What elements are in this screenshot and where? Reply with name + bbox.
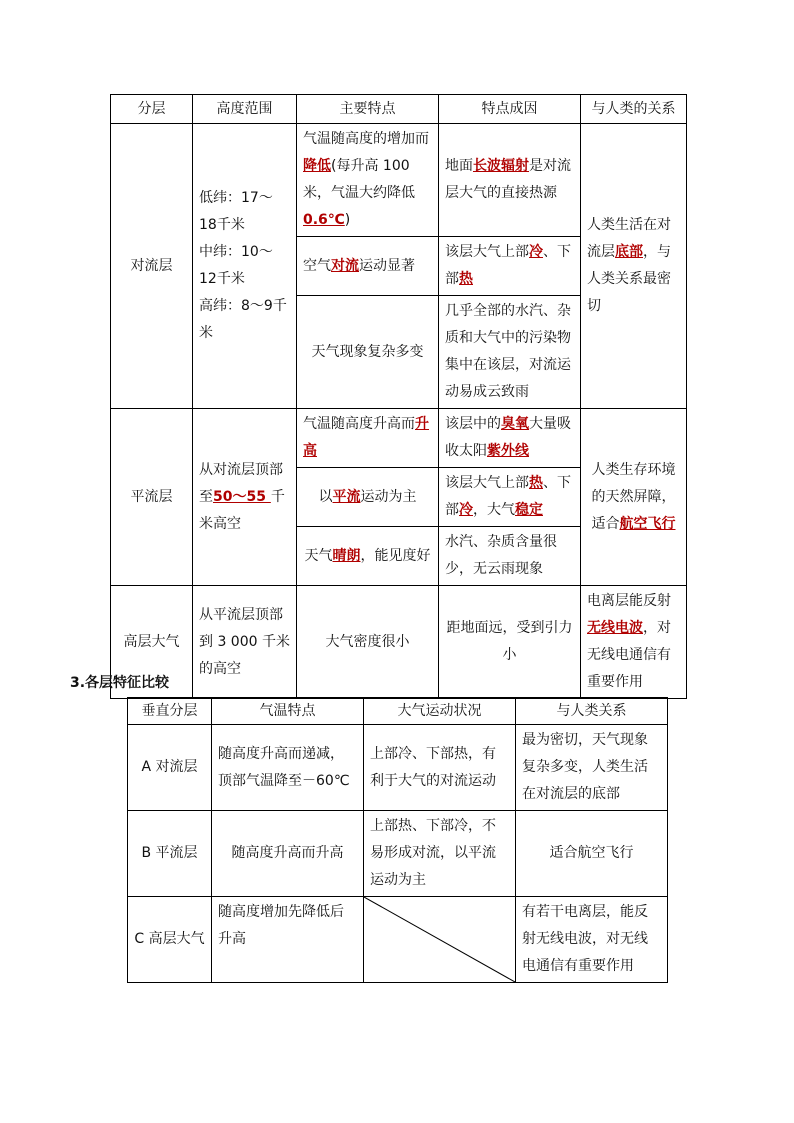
key-term: 长波辐射 [473,158,529,174]
table-row [128,897,668,983]
table-row [111,409,687,468]
relation-cell: 有若干电离层，能反射无线电波，对无线电通信有重要作用 [516,897,668,983]
layer-name-cell: C 高层大气 [128,897,212,983]
height-range-cell [193,124,297,409]
layer-name-cell: 平流层 [111,409,193,586]
section-title: 3.各层特征比较 [70,675,170,691]
cause-cell: 该层中的臭氧大量吸收太阳紫外线 [439,409,581,468]
header-cell: 分层 [111,95,193,124]
table-row [111,124,687,237]
relation-cell: 适合航空飞行 [516,811,668,897]
cause-cell: 该层大气上部热、下部冷，大气稳定 [439,468,581,527]
key-term: 50～55 [213,488,271,505]
height-line: 高纬：8～9千米 [199,298,287,341]
motion-cell: 上部热、下部冷，不易形成对流，以平流运动为主 [364,811,516,897]
motion-cell: 上部冷、下部热，有利于大气的对流运动 [364,725,516,811]
height-range-cell: 从平流层顶部到 3 000 千米的高空 [193,586,297,699]
feature-cell: 气温随高度的增加而降低(每升高 100 米，气温大约降低 0.6℃) [297,124,439,237]
relation-cell: 人类生活在对流层底部，与人类关系最密切 [581,124,687,409]
feature-cell: 大气密度很小 [297,586,439,699]
height-line: 中纬：10～12千米 [199,244,273,287]
key-term: 降低 [303,158,331,174]
header-cell: 大气运动状况 [364,698,516,725]
header-cell: 主要特点 [297,95,439,124]
temperature-cell: 随高度升高而升高 [212,811,364,897]
table-row [128,811,668,897]
cause-cell: 该层大气上部冷、下部热 [439,237,581,296]
layer-name-cell: A 对流层 [128,725,212,811]
key-term: 热 [529,475,543,491]
motion-cell-empty-diagonal [364,897,516,983]
header-cell: 与人类的关系 [581,95,687,124]
feature-cell: 以平流运动为主 [297,468,439,527]
height-line: 低纬：17～18千米 [199,190,273,233]
atmosphere-layers-table [110,94,687,699]
relation-cell: 人类生存环境的天然屏障，适合航空飞行 [581,409,687,586]
layer-comparison-table [127,697,668,983]
temperature-cell: 随高度增加先降低后升高 [212,897,364,983]
key-term: 臭氧 [501,416,529,432]
table-header-row [128,698,668,725]
relation-cell: 最为密切，天气现象复杂多变，人类生活在对流层的底部 [516,725,668,811]
feature-cell: 天气晴朗，能见度好 [297,527,439,586]
cause-cell: 距地面远，受到引力小 [439,586,581,699]
table-row [111,586,687,699]
key-term: 0.6℃ [303,212,345,228]
table-header-row [111,95,687,124]
feature-cell: 空气对流运动显著 [297,237,439,296]
key-term: 冷 [459,502,473,518]
key-term: 紫外线 [487,443,529,459]
key-term: 平流 [332,488,361,505]
feature-cell: 天气现象复杂多变 [297,296,439,409]
cause-cell: 水汽、杂质含量很少，无云雨现象 [439,527,581,586]
feature-cell: 气温随高度升高而升高 [297,409,439,468]
cause-cell: 几乎全部的水汽、杂质和大气中的污染物集中在该层，对流运动易成云致雨 [439,296,581,409]
key-term: 对流 [331,257,359,274]
key-term: 冷 [529,244,543,260]
header-cell: 垂直分层 [128,698,212,725]
cause-cell: 地面长波辐射是对流层大气的直接热源 [439,124,581,237]
key-term: 晴朗 [332,547,361,564]
key-term: 无线电波 [587,620,643,636]
key-term: 稳定 [515,502,543,518]
table-row [128,725,668,811]
layer-name-cell: 对流层 [111,124,193,409]
diagonal-line [364,897,515,982]
layer-name-cell: 高层大气 [111,586,193,699]
relation-cell: 电离层能反射无线电波，对无线电通信有重要作用 [581,586,687,699]
height-range-cell: 从对流层顶部至50～55 千米高空 [193,409,297,586]
key-term: 航空飞行 [619,515,676,532]
header-cell: 气温特点 [212,698,364,725]
key-term: 底部 [615,244,643,260]
layer-name-cell: B 平流层 [128,811,212,897]
temperature-cell: 随高度升高而递减，顶部气温降至－60℃ [212,725,364,811]
key-term: 热 [459,271,473,287]
header-cell: 高度范围 [193,95,297,124]
header-cell: 特点成因 [439,95,581,124]
key-term: 升高 [303,416,429,459]
header-cell: 与人类关系 [516,698,668,725]
